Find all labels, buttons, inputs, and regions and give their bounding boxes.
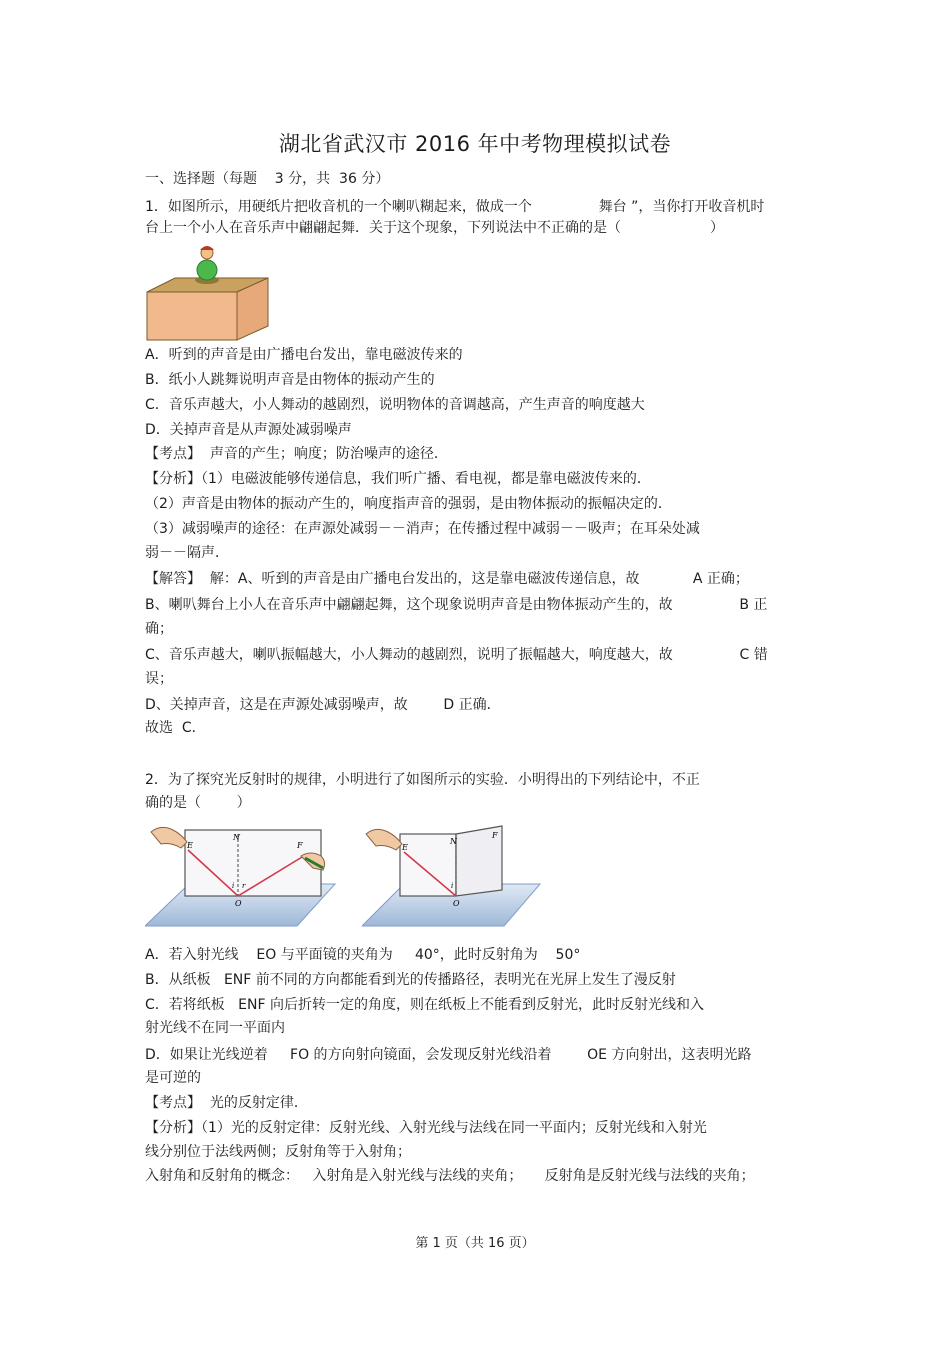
q2-fenxi-2: 线分别位于法线两侧；反射角等于入射角； — [145, 1144, 411, 1160]
label-f: F — [297, 841, 303, 850]
q1-jieda-4: C、音乐声越大，喇叭振幅越大，小人舞动的越剧烈，说明了振幅越大，响度越大，故 C 错 — [145, 647, 768, 663]
page-title: 湖北省武汉市 2016 年中考物理模拟试卷 — [278, 132, 672, 156]
q1-jieda-1: 【解答】 解：A、听到的声音是由广播电台发出的，这是靠电磁波传递信息，故 A 正确； — [145, 571, 749, 587]
reflection-figure-flat — [145, 824, 337, 928]
q1-jieda-3: 确； — [145, 621, 173, 637]
q1-jieda-5: 误； — [145, 671, 173, 687]
q2-option-d-line1: D．如果让光线逆着 FO 的方向射向镜面，会发现反射光线沿着 OE 方向射出，这表明光路 — [145, 1047, 752, 1063]
label-o-2: O — [453, 899, 460, 908]
q1-jieda-6: D、关掉声音，这是在声源处减弱噪声，故 D 正确． — [145, 697, 501, 713]
q2-stem-line2: 确的是（ ） — [145, 795, 251, 811]
label-o: O — [235, 899, 242, 908]
q2-option-d-line2: 是可逆的 — [145, 1070, 201, 1086]
q2-option-a: A．若入射光线 EO 与平面镜的夹角为 40°，此时反射角为 50° — [145, 947, 581, 963]
label-e-2: E — [402, 843, 408, 852]
q1-stem-line2: 台上一个小人在音乐声中翩翩起舞．关于这个现象，下列说法中不正确的是（ ） — [145, 220, 725, 236]
label-e: E — [187, 841, 193, 850]
label-f-2: F — [492, 831, 498, 840]
q1-option-b: B．纸小人跳舞说明声音是由物体的振动产生的 — [145, 372, 435, 388]
label-n: N — [233, 833, 240, 842]
q1-option-a: A．听到的声音是由广播电台发出，靠电磁波传来的 — [145, 347, 463, 363]
q1-fenxi-4: 弱－－隔声． — [145, 545, 229, 561]
label-i: i — [232, 882, 235, 890]
speaker-stage-figure — [145, 240, 270, 342]
q2-option-c-line1: C．若将纸板 ENF 向后折转一定的角度，则在纸板上不能看到反射光，此时反射光线和入 — [145, 997, 704, 1013]
q1-kaodian: 【考点】 声音的产生；响度；防治噪声的途径． — [145, 446, 448, 462]
q1-jieda-2: B、喇叭舞台上小人在音乐声中翩翩起舞，这个现象说明声音是由物体振动产生的，故 B 正 — [145, 597, 768, 613]
q1-fenxi-3: （3）减弱噪声的途径：在声源处减弱－－消声；在传播过程中减弱－－吸声；在耳朵处减 — [145, 521, 700, 537]
page-footer: 第 1 页（共 16 页） — [415, 1236, 535, 1251]
q1-fenxi-2: （2）声音是由物体的振动产生的，响度指声音的强弱，是由物体振动的振幅决定的． — [145, 496, 672, 512]
q1-stem-line1: 1．如图所示，用硬纸片把收音机的一个喇叭糊起来，做成一个 舞台 ”，当你打开收音机时 — [145, 199, 765, 215]
q1-option-d: D．关掉声音是从声源处减弱噪声 — [145, 422, 352, 438]
q2-fenxi-1: 【分析】（1）光的反射定律：反射光线、入射光线与法线在同一平面内；反射光线和入射光 — [145, 1120, 707, 1136]
reflection-figure-folded — [362, 824, 542, 928]
q2-kaodian: 【考点】 光的反射定律． — [145, 1095, 308, 1111]
q2-stem-line1: 2．为了探究光反射时的规律，小明进行了如图所示的实验．小明得出的下列结论中，不正 — [145, 772, 700, 788]
label-r: r — [242, 882, 246, 890]
q1-option-c: C．音乐声越大，小人舞动的越剧烈，说明物体的音调越高，产生声音的响度越大 — [145, 397, 645, 413]
label-i-2: i — [451, 882, 454, 890]
q2-option-c-line2: 射光线不在同一平面内 — [145, 1020, 285, 1036]
q2-option-b: B．从纸板 ENF 前不同的方向都能看到光的传播路径，表明光在光屏上发生了漫反射 — [145, 972, 676, 988]
section-heading: 一、选择题（每题 3 分，共 36 分） — [145, 171, 390, 187]
q1-answer: 故选 C． — [145, 720, 206, 736]
q1-fenxi-1: 【分析】（1）电磁波能够传递信息，我们听广播、看电视，都是靠电磁波传来的． — [145, 471, 651, 487]
q2-fenxi-3: 入射角和反射角的概念： 入射角是入射光线与法线的夹角； 反射角是反射光线与法线的夹角； — [145, 1168, 755, 1184]
label-n-2: N — [450, 837, 457, 846]
